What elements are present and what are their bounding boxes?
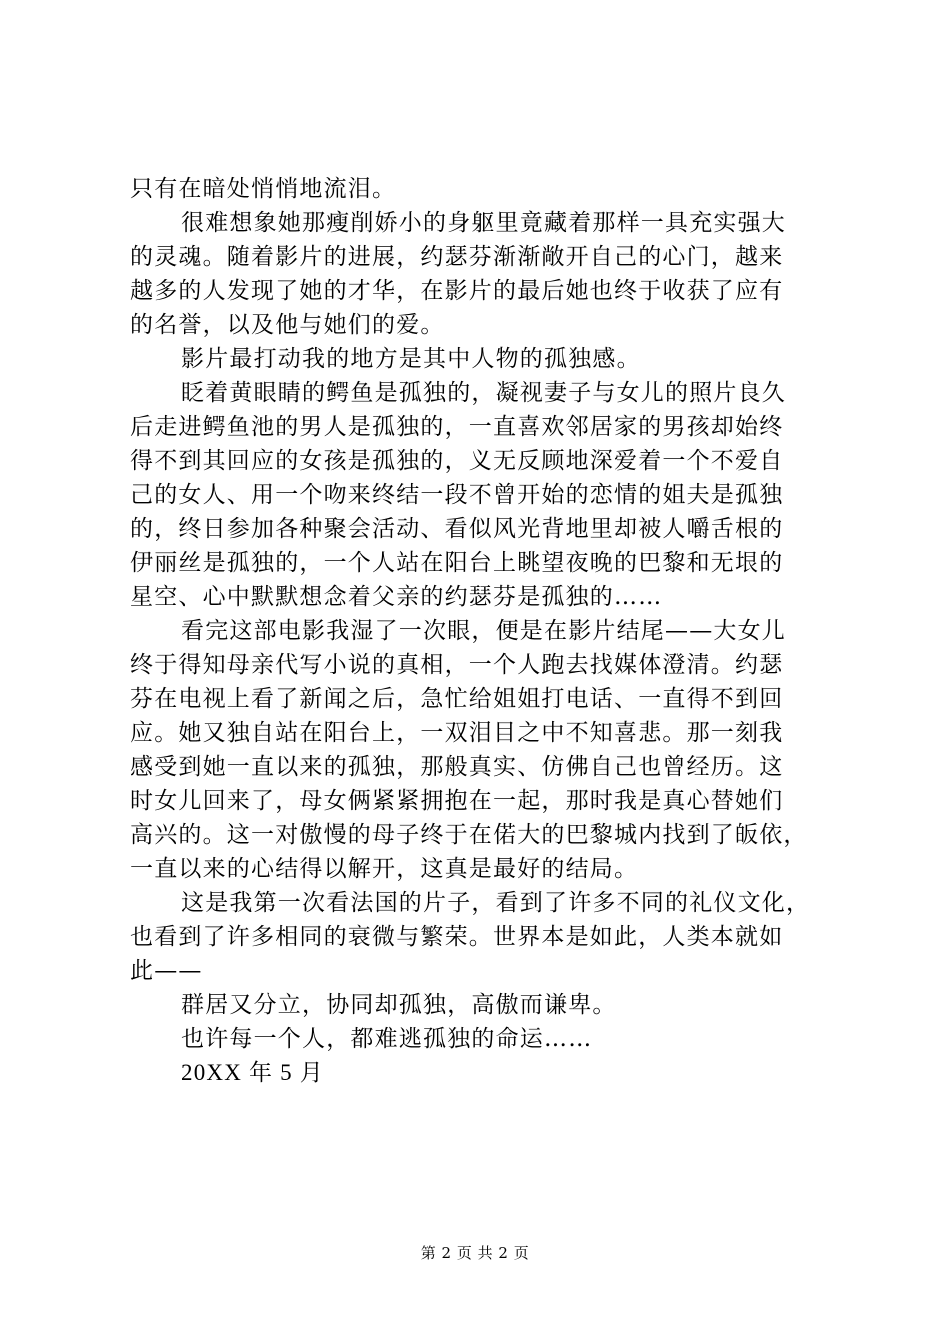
text-line: 也看到了许多相同的衰微与繁荣。世界本是如此，人类本就如 [130, 924, 784, 950]
text-line: 得不到其回应的女孩是孤独的，义无反顾地深爱着一个不爱自 [130, 448, 784, 474]
text-line: 后走进鳄鱼池的男人是孤独的，一直喜欢邻居家的男孩却始终 [130, 414, 784, 440]
text-line: 看完这部电影我湿了一次眼，便是在影片结尾——大女儿 [181, 618, 786, 644]
text-line: 眨着黄眼睛的鳄鱼是孤独的，凝视妻子与女儿的照片良久 [181, 380, 786, 406]
text-line: 的名誉，以及他与她们的爱。 [130, 312, 445, 338]
text-line: 的，终日参加各种聚会活动、看似风光背地里却被人嚼舌根的 [130, 516, 784, 542]
text-line: 这是我第一次看法国的片子，看到了许多不同的礼仪文化， [181, 890, 811, 916]
text-line: 终于得知母亲代写小说的真相，一个人跑去找媒体澄清。约瑟 [130, 652, 784, 678]
body-text [130, 172, 836, 1090]
text-line: 时女儿回来了，母女俩紧紧拥抱在一起，那时我是真心替她们 [130, 788, 784, 814]
text-line: 芬在电视上看了新闻之后，急忙给姐姐打电话、一直得不到回 [130, 686, 784, 712]
text-line: 越多的人发现了她的才华，在影片的最后她也终于收获了应有 [130, 278, 784, 304]
text-line: 高兴的。这一对傲慢的母子终于在偌大的巴黎城内找到了皈依， [130, 822, 808, 848]
text-line: 影片最打动我的地方是其中人物的孤独感。 [181, 346, 641, 372]
text-line: 一直以来的心结得以解开，这真是最好的结局。 [130, 856, 639, 882]
text-line: 的灵魂。随着影片的进展，约瑟芬渐渐敞开自己的心门，越来 [130, 244, 784, 270]
text-line: 己的女人、用一个吻来终结一段不曾开始的恋情的姐夫是孤独 [130, 482, 784, 508]
text-line: 感受到她一直以来的孤独，那般真实、仿佛自己也曾经历。这 [130, 754, 784, 780]
text-line: 应。她又独自站在阳台上，一双泪目之中不知喜悲。那一刻我 [130, 720, 784, 746]
text-line: 很难想象她那瘦削娇小的身躯里竟藏着那样一具充实强大 [181, 210, 786, 236]
text-line: 星空、心中默默想念着父亲的约瑟芬是孤独的…… [130, 584, 663, 610]
text-line: 只有在暗处悄悄地流泪。 [130, 176, 397, 202]
text-line: 此—— [130, 958, 203, 984]
document-date: 20XX 年 5 月 [181, 1060, 324, 1085]
text-line: 也许每一个人，都难逃孤独的命运…… [181, 1026, 593, 1052]
text-line: 伊丽丝是孤独的，一个人站在阳台上眺望夜晚的巴黎和无垠的 [130, 550, 784, 576]
text-line: 群居又分立，协同却孤独，高傲而谦卑。 [181, 992, 617, 1018]
page-number-footer: 第 2 页 共 2 页 [420, 1244, 530, 1262]
